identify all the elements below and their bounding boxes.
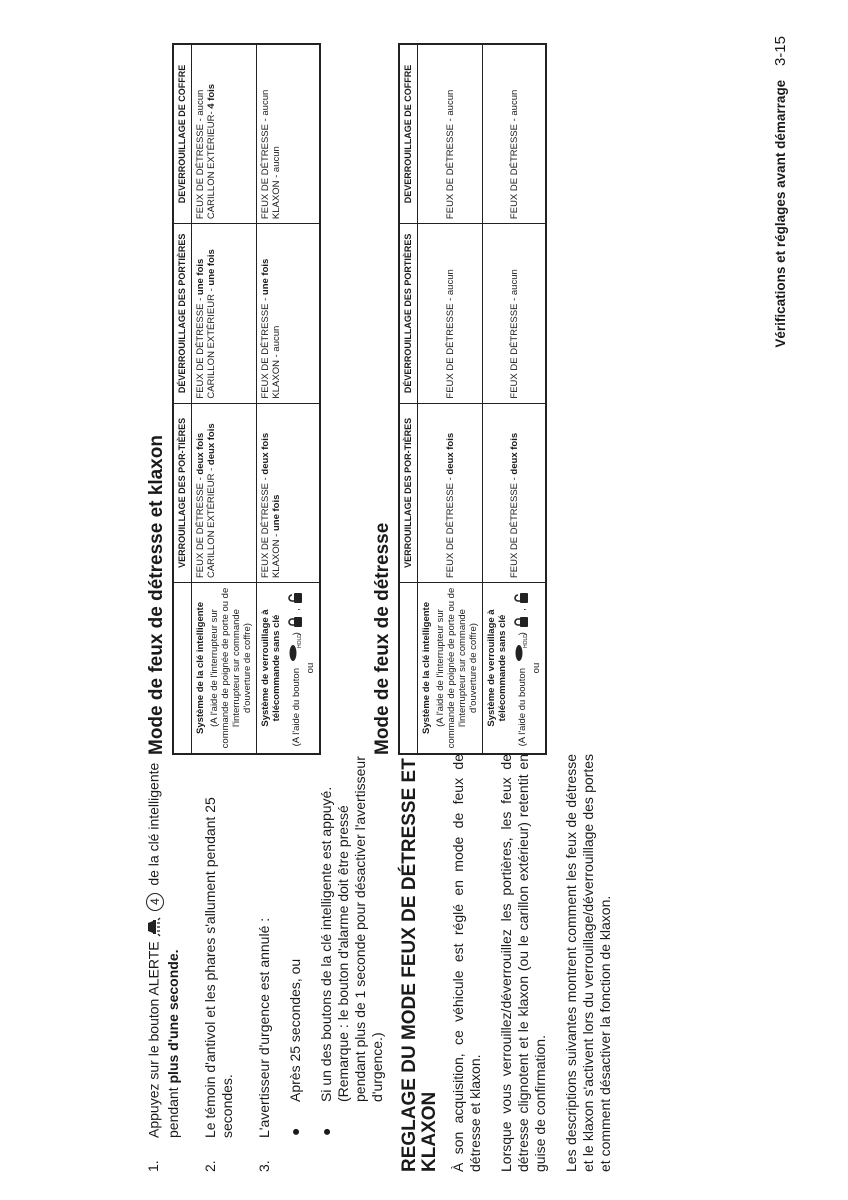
table2-title: Mode de feux de détresse (372, 522, 393, 755)
cell-bold: deux fois (206, 423, 217, 466)
paragraph: Lorsque vous verrouillez/déverrouillez les portières, les feux de détresse clignotent et le klaxon (ou le carillon extérieur) retentit en guise de confirmation. (498, 754, 548, 1172)
hold-key-icon (514, 634, 531, 663)
lock-cell (257, 403, 321, 582)
system-desc: (A l'aide de l'interrupteur sur commande de poignée de porte ou de l'interrupteur sur commande d'ouverture de coffre) (435, 587, 479, 749)
bullet-dot: ● (318, 1127, 334, 1136)
cell-text: FEUX DE DÉTRESSE - aucun (444, 89, 456, 220)
unlock-cell (192, 224, 257, 404)
system-cell (418, 583, 483, 754)
step-text: Appuyez sur le bouton ALERTE (145, 941, 162, 1138)
cell-text: FEUX DE DÉTRESSE - aucun (195, 89, 206, 220)
system-desc: (A l'aide du bouton (517, 668, 529, 747)
step-2 (202, 754, 236, 1172)
header-trunk: DEVERROUILLAGE DE COFFRE (399, 44, 418, 224)
table-row (257, 44, 321, 754)
cell-text: FEUX DE DÉTRESSE - (444, 474, 456, 579)
step-text-bold: plus d'une seconde. (165, 949, 181, 1084)
cell-bold: une fois (206, 249, 217, 286)
cell-bold: une fois (271, 494, 282, 532)
header-unlock: DÉVERROUILLAGE DES PORTIÈRES (399, 224, 418, 404)
table-header-row (173, 44, 192, 754)
key-buttons: (A l'aide du bouton HOLD ) , ou (514, 587, 542, 749)
table-row (483, 44, 547, 754)
step-3 (256, 754, 273, 1172)
instructions-column (145, 754, 628, 1172)
cell-text: FEUX DE DÉTRESSE - (260, 295, 271, 399)
cell-text: CARILLON EXTÉRIEUR - (206, 465, 217, 579)
header-trunk: DEVERROUILLAGE DE COFFRE (173, 44, 192, 224)
bullet-text: Après 25 secondes, ou (287, 958, 303, 1102)
unlock-icon (288, 592, 305, 604)
unlock-cell (483, 224, 547, 404)
step-number: 3. (256, 1160, 272, 1172)
cell-text: KLAXON - aucun (271, 146, 282, 220)
cell-text: FEUX DE DÉTRESSE - (195, 474, 206, 579)
cell-text: FEUX DE DÉTRESSE - aucun (444, 269, 456, 399)
lock-icon (288, 616, 305, 628)
table-header-row (399, 44, 418, 754)
callout-number: 4 (146, 893, 164, 911)
step-1 (145, 754, 182, 1172)
header-lock: VERROUILLAGE DES POR-TIÈRES (173, 403, 192, 582)
system-cell (483, 583, 547, 754)
lock-cell (192, 403, 257, 582)
footer-title: Vérifications et réglages avant démarrage (773, 79, 788, 348)
cell-text: FEUX DE DÉTRESSE - aucun (508, 89, 520, 220)
bullet-text: Si un des boutons de la clé intelligente est appuyé. (Remarque : le bouton d'alarme doit être pressé pendant plus de 1 seconde pour désactiver l'avertisseur d'urgence.) (318, 756, 385, 1102)
cell-text: KLAXON - (271, 531, 282, 579)
system-cell (192, 583, 257, 754)
step-text-mid: de la clé intelligente pendant (145, 762, 181, 1138)
cell-text: CARILLON EXTÉRIEUR - (206, 285, 217, 399)
lock-cell (483, 403, 547, 582)
unlock-cell (257, 224, 321, 404)
cell-bold: deux fois (444, 432, 456, 475)
trunk-cell (418, 44, 483, 224)
hold-key-icon (288, 634, 305, 663)
system-title: Système de verrouillage à télécommande sans clé (486, 609, 508, 727)
lock-cell (418, 403, 483, 582)
cell-bold: 4 fois (206, 83, 217, 109)
header-lock: VERROUILLAGE DES POR-TIÈRES (399, 403, 418, 582)
step-text: L'avertisseur d'urgence est annulé : (256, 917, 272, 1138)
cell-text: KLAXON - aucun (271, 325, 282, 399)
bullet-dot: ● (287, 1127, 303, 1136)
lock-icon (514, 616, 531, 628)
cell-text: FEUX DE DÉTRESSE - aucun (508, 269, 520, 399)
system-tail: ou (305, 662, 316, 674)
unlock-cell (418, 224, 483, 404)
step-text: Le témoin d'antivol et les phares s'allument pendant 25 secondes. (202, 797, 235, 1138)
system-tail: ou (531, 662, 542, 674)
cell-text: FEUX DE DÉTRESSE - aucun (260, 89, 271, 220)
table-hazard-horn (172, 43, 321, 755)
paragraph: À son acquisition, ce véhicule est réglé en mode de feux de détresse et klaxon. (450, 754, 483, 1172)
table1-title: Mode de feux de détresse et klaxon (146, 435, 167, 755)
cell-text: FEUX DE DÉTRESSE - (260, 474, 271, 579)
header-unlock: DÉVERROUILLAGE DES PORTIÈRES (173, 224, 192, 404)
system-desc: (A l'aide du bouton (291, 668, 303, 747)
system-title: Système de verrouillage à télécommande sans clé (260, 609, 282, 727)
cell-bold: une fois (260, 258, 271, 296)
trunk-cell (257, 44, 321, 224)
cell-text: CARILLON EXTÉRIEUR- (206, 108, 217, 220)
alert-car-icon (145, 917, 165, 937)
page-number: 3-15 (772, 36, 789, 67)
cell-bold: deux fois (195, 432, 206, 475)
system-cell (257, 583, 321, 754)
bullet-item (287, 754, 304, 1136)
header-empty (173, 583, 192, 754)
section-heading: REGLAGE DU MODE FEUX DE DÉTRESSE ET KLAXON (399, 758, 440, 1172)
cell-bold: deux fois (260, 432, 271, 475)
unlock-icon (514, 592, 531, 604)
system-title: Système de la clé intelligente (421, 602, 432, 735)
cell-bold: une fois (195, 258, 206, 296)
step-number: 2. (202, 1160, 218, 1172)
hold-label: HOLD (297, 634, 303, 649)
table-row (192, 44, 257, 754)
cell-bold: deux fois (508, 432, 520, 475)
system-title: Système de la clé intelligente (195, 602, 206, 735)
key-buttons: (A l'aide du bouton HOLD ) , ou (288, 587, 316, 749)
cell-text: FEUX DE DÉTRESSE - (508, 474, 520, 579)
hold-label: HOLD (523, 634, 529, 649)
cell-text: FEUX DE DÉTRESSE - (195, 295, 206, 399)
table-row (418, 44, 483, 754)
table-hazard (398, 43, 547, 755)
paragraph: Les descriptions suivantes montrent comment les feux de détresse et le klaxon s'activent lors du verrouillage/déverrouillage des portes et comment désactiver la fonction de klaxon. (563, 754, 613, 1172)
trunk-cell (192, 44, 257, 224)
trunk-cell (483, 44, 547, 224)
step-number: 1. (145, 1160, 161, 1172)
bullet-item (318, 754, 386, 1136)
system-desc: (A l'aide de l'interrupteur sur commande de poignée de porte ou de l'interrupteur sur commande d'ouverture de coffre) (209, 587, 253, 749)
page-footer (772, 36, 789, 348)
header-empty (399, 583, 418, 754)
